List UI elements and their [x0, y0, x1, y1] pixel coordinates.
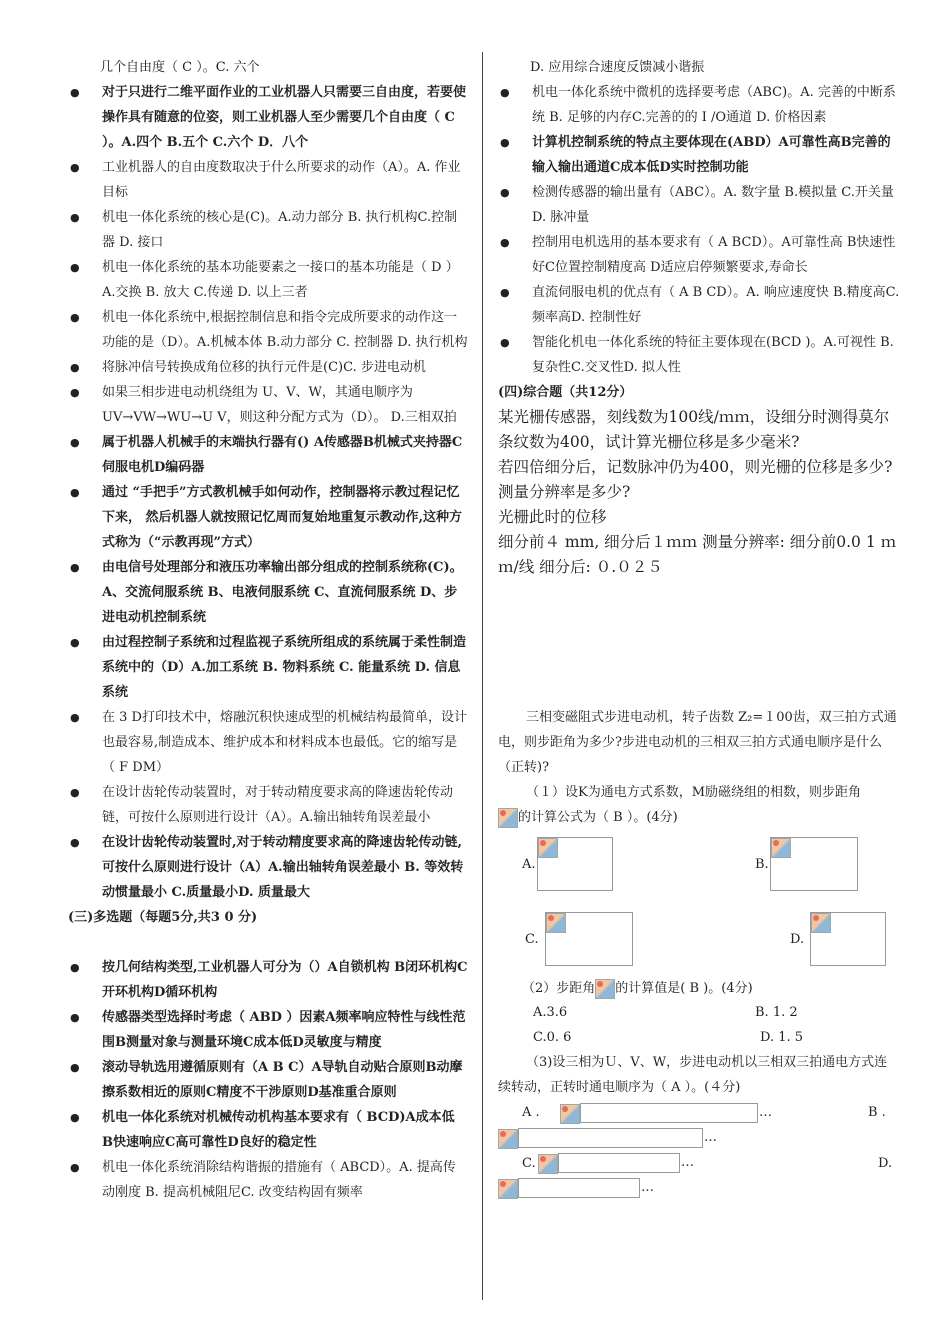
bullet-icon: ●: [500, 136, 510, 149]
bullet-icon: ●: [70, 711, 80, 724]
bullet-icon: ●: [70, 311, 80, 324]
list-item: [68, 1005, 468, 1055]
list-item: [68, 705, 468, 780]
bullet-icon: ●: [500, 336, 510, 349]
continued-text: D. 应用综合速度反馈减小谐振: [530, 60, 705, 75]
list-item-text: 如果三相步进电动机绕组为 U、V、W，其通电顺序为UV→VW→WU→U V，则这种分配方式为（D）。 D.三相双拍: [102, 385, 457, 425]
list-item: [498, 180, 900, 230]
bullet-icon: ●: [70, 436, 80, 449]
bullet-icon: ●: [70, 961, 80, 974]
bullet-icon: ●: [70, 786, 80, 799]
list-item: [68, 255, 468, 305]
section-heading: (三)多选题（每题5分,共3 0 分): [68, 910, 258, 925]
bullet-icon: ●: [70, 161, 80, 174]
list-item-text: 检测传感器的输出量有（ABC）。A. 数字量 B.模拟量 C.开关量 D. 脉冲量: [532, 185, 894, 225]
list-item-text: 将脉冲信号转换成角位移的执行元件是(C)C. 步进电动机: [102, 360, 426, 375]
list-item-text: 控制用电机选用的基本要求有（ A BCD）。A可靠性高 B快速性好C位置控制精度高 D适应启停频繁要求,寿命长: [532, 235, 896, 275]
broken-image-icon: [498, 1179, 518, 1199]
formula-image-icon: [498, 808, 518, 828]
list-item: [68, 380, 468, 430]
bullet-icon: ●: [70, 86, 80, 99]
left-column: [68, 55, 468, 1205]
q3-option-d-image: [518, 1178, 640, 1198]
broken-image-icon: [538, 838, 558, 858]
ellipsis: …: [681, 1155, 694, 1170]
column-divider: [482, 52, 483, 1300]
bullet-icon: ●: [70, 1111, 80, 1124]
bullet-icon: ●: [500, 236, 510, 249]
broken-image-icon: [498, 1129, 518, 1149]
stepper-q2-head: （2）步距角: [522, 981, 596, 996]
section4-line: 某光栅传感器，刻线数为100线/ｍｍ，设细分时测得莫尔条纹数为400，试计算光栅位移是多少毫米?: [498, 408, 890, 451]
list-item: [68, 1155, 468, 1205]
list-item-text: 滚动导轨选用遵循原则有（A B C）A导轨自动贴合原则B动摩擦系数相近的原则C精度不干涉原则D基准重合原则: [102, 1060, 463, 1100]
ellipsis: …: [704, 1130, 717, 1145]
list-item-text: 传感器类型选择时考虑（ ABD ）因素A频率响应特性与线性范围B测量对象与测量环境C成本低D灵敏度与精度: [102, 1010, 466, 1050]
list-item-text: 机电一体化系统的核心是(C)。A.动力部分 B. 执行机构C.控制器 D. 接口: [102, 210, 458, 250]
q3-option-b-image: [518, 1128, 703, 1148]
stepper-q1-line1: （１）设K为通电方式系数，M励磁绕组的相数，则步距角: [526, 785, 862, 800]
q2-option-a: A.3.6: [533, 1005, 568, 1020]
list-item-text: 由电信号处理部分和液压功率输出部分组成的控制系统称(C)。A、交流伺服系统 B、电液伺服系统 C、直流伺服系统 D、步进电动机控制系统: [102, 560, 463, 625]
stepper-q1-line2: [498, 805, 898, 830]
ellipsis: …: [759, 1105, 772, 1120]
bullet-icon: ●: [70, 361, 80, 374]
list-item-text: 对于只进行二维平面作业的工业机器人只需要三自由度，若要使操作具有随意的位姿，则工业机器人至少需要几个自由度（ C ）。A.四个 B.五个 C.六个 D．八个: [102, 85, 467, 150]
list-item-text: 属于机器人机械手的末端执行器有() A传感器B机械式夹持器C伺服电机D编码器: [102, 435, 463, 475]
list-item: [68, 480, 468, 555]
q3-option-a-image: [580, 1103, 758, 1123]
q3-option-c-image: [558, 1153, 680, 1173]
list-item: [68, 955, 468, 1005]
list-item-text: 在设计齿轮传动装置时，对于转动精度要求高的降速齿轮传动链，可按什么原则进行设计（A）。A.输出轴转角误差最小: [102, 785, 454, 825]
list-item: [498, 330, 900, 380]
bullet-icon: ●: [500, 86, 510, 99]
bullet-icon: ●: [500, 186, 510, 199]
bullet-icon: ●: [70, 561, 80, 574]
list-item-text: 计算机控制系统的特点主要体现在(ABD）A可靠性高B完善的输入输出通道C成本低D实时控制功能: [532, 135, 891, 175]
list-item: [68, 830, 468, 905]
section4-heading: (四)综合题（共12分）: [498, 385, 633, 400]
bullet-icon: ●: [70, 211, 80, 224]
broken-image-icon: [560, 1104, 580, 1124]
stepper-intro: 三相变磁阻式步进电动机，转子齿数 Z₂=１00齿，双三拍方式通电，则步距角为多少?步进电动机的三相双三拍方式通电顺序是什么（正转)?: [498, 710, 897, 775]
list-item-text: 机电一体化系统中,根据控制信息和指令完成所要求的动作这一功能的是（D）。A.机械本体 B.动力部分 C. 控制器 D. 执行机构: [102, 310, 468, 350]
list-item-text: 机电一体化系统的基本功能要素之一接口的基本功能是（ D ）A.交换 B. 放大 C.传递 D. 以上三者: [102, 260, 459, 300]
list-item-text: 机电一体化系统消除结构谐振的措施有（ ABCD）。A. 提高传动刚度 B. 提高机械阻尼C. 改变结构固有频率: [102, 1160, 456, 1200]
list-item: [68, 430, 468, 480]
list-item-text: 通过 “手把手”方式教机械手如何动作，控制器将示教过程记忆下来， 然后机器人就按照记忆周而复始地重复示教动作,这种方式称为（“示教再现”方式）: [102, 485, 463, 550]
broken-image-icon: [538, 1154, 558, 1174]
bullet-icon: ●: [70, 1011, 80, 1024]
list-item: [68, 1055, 468, 1105]
list-item: [68, 1105, 468, 1155]
list-item: [68, 355, 468, 380]
stepper-q3: [498, 1050, 898, 1100]
list-item: [498, 130, 900, 180]
list-item-text: 工业机器人的自由度数取决于什么所要求的动作（A）。A. 作业目标: [102, 160, 461, 200]
option-c-label: C.: [525, 932, 539, 947]
list-item-text: 机电一体化系统对机械传动机构基本要求有（ BCD)A成本低 B快速响应C高可靠性D良好的稳定性: [102, 1110, 455, 1150]
list-item: [68, 780, 468, 830]
list-item: [68, 630, 468, 705]
list-item: [68, 155, 468, 205]
stepper-q2: [522, 976, 902, 1001]
list-item: [68, 305, 468, 355]
spacer: [68, 930, 468, 955]
option-b-label: B.: [755, 857, 769, 872]
broken-image-icon: [771, 838, 791, 858]
list-item: [498, 280, 900, 330]
q3-option-d-label: D.: [878, 1156, 893, 1171]
list-item-text: 由过程控制子系统和过程监视子系统所组成的系统属于柔性制造系统中的（D）A.加工系统 B. 物料系统 C. 能量系统 D. 信息系统: [102, 635, 467, 700]
bullet-icon: ●: [70, 636, 80, 649]
list-item: [68, 80, 468, 155]
right-column: [498, 55, 900, 580]
option-d-label: D.: [790, 932, 805, 947]
q3-option-a-label: A .: [522, 1105, 540, 1120]
section4-line: 细分前４ mm, 细分后１ｍｍ 测量分辨率: 细分前0.0 1 ｍｍ/线 细分后: ０.０２５: [498, 533, 897, 576]
stepper-q3-text: （3)设三相为Ｕ、V、W，步进电动机以三相双三拍通电方式连续转动，正转时通电顺序为（ A ）。(４分): [498, 1055, 888, 1095]
q2-option-d: D. 1. 5: [760, 1030, 804, 1045]
q3-option-c-label: C.: [522, 1156, 536, 1171]
list-item-text: 智能化机电一体化系统的特征主要体现在(BCD )。A.可视性 B. 复杂性C.交叉性D. 拟人性: [532, 335, 894, 375]
list-item-text: 在 3 D打印技术中，熔融沉积快速成型的机械结构最简单，设计也最容易,制造成本、维护成本和材料成本也最低。它的缩写是（ F DM）: [102, 710, 467, 775]
bullet-icon: ●: [70, 836, 80, 849]
stepper-q2-line: [522, 976, 902, 1001]
q3-option-b-label: B .: [868, 1105, 886, 1120]
list-item: [68, 205, 468, 255]
bullet-icon: ●: [70, 386, 80, 399]
stepper-problem: [498, 705, 898, 830]
continued-text: 几个自由度（ C ）。C. 六个: [100, 60, 260, 75]
list-item-text: 在设计齿轮传动装置时,对于转动精度要求高的降速齿轮传动链,可按什么原则进行设计（A）A.输出轴转角误差最小 B. 等效转动惯量最小 C.质量最小D. 质量最大: [102, 835, 464, 900]
list-item-text: 机电一体化系统中微机的选择要考虑（ABC)。A. 完善的中断系统 B. 足够的内存C.完善的的 I /O通道 D. 价格因素: [532, 85, 896, 125]
broken-image-icon: [546, 913, 566, 933]
stepper-q1-tail: 的计算公式为（ B ）。(4分): [518, 810, 678, 825]
right-items: [498, 55, 900, 380]
bullet-icon: ●: [500, 286, 510, 299]
list-item: [68, 555, 468, 630]
bullet-icon: ●: [70, 261, 80, 274]
bullet-icon: ●: [70, 486, 80, 499]
q2-option-b: B. 1. 2: [755, 1005, 798, 1020]
section4-line: 光栅此时的位移: [498, 508, 607, 526]
list-item: [498, 80, 900, 130]
ellipsis: …: [641, 1180, 654, 1195]
formula-image-icon: [595, 979, 615, 999]
section4-line: 若四倍细分后，记数脉冲仍为400，则光栅的位移是多少?测量分辨率是多少?: [498, 458, 893, 501]
list-item-text: 按几何结构类型,工业机器人可分为（）A自锁机构 B闭环机构C开环机构D循环机构: [102, 960, 468, 1000]
bullet-icon: ●: [70, 1161, 80, 1174]
list-item-text: 直流伺服电机的优点有（ A B CD）。A. 响应速度快 B.精度高C. 频率高D. 控制性好: [532, 285, 900, 325]
broken-image-icon: [811, 913, 831, 933]
q2-option-c: C.0. 6: [533, 1030, 572, 1045]
bullet-icon: ●: [70, 1061, 80, 1074]
stepper-q2-tail: 的计算值是( B )。(4分): [615, 981, 753, 996]
list-item: [498, 230, 900, 280]
option-a-label: A.: [522, 857, 536, 872]
